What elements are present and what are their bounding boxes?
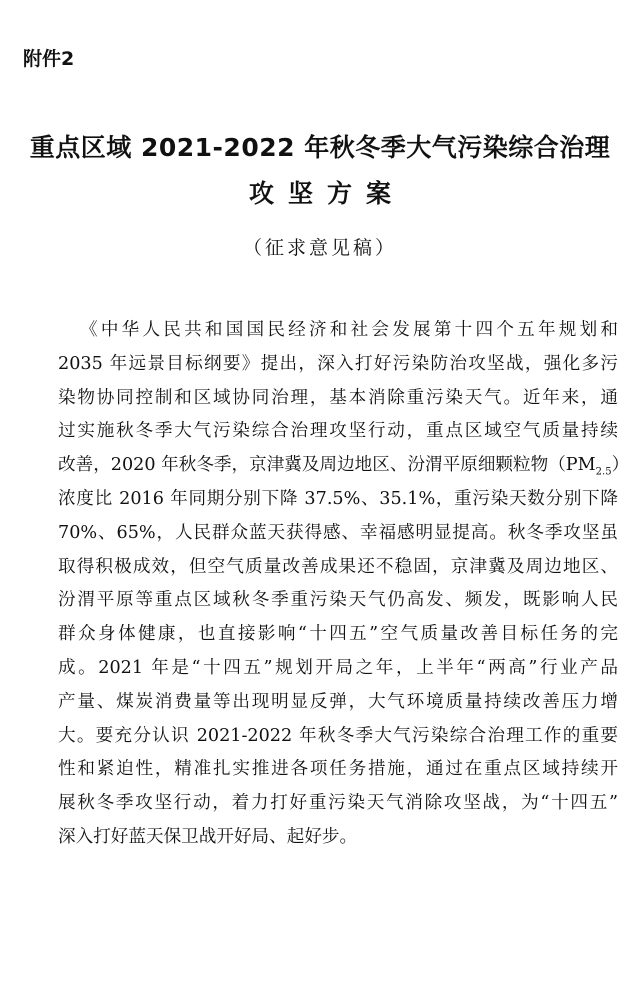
pm-subscript: 2.5 xyxy=(595,466,612,478)
paragraph-line: 2035 年远景目标纲要》提出，深入打好污染防治攻坚战，强化多污 xyxy=(58,353,618,374)
paragraph-line: 汾渭平原等重点区域秋冬季重污染天气仍高发、频发，既影响人民 xyxy=(58,590,618,611)
pm-close-paren: ） xyxy=(611,455,630,476)
document-title-line-1: 重点区域 2021-2022 年秋冬季大气污染综合治理 xyxy=(29,133,611,162)
paragraph-line: 性和紧迫性，精准扎实推进各项任务措施，通过在重点区域持续开 xyxy=(58,759,618,780)
paragraph-line: 过实施秋冬季大气污染综合治理攻坚行动，重点区域空气质量持续 xyxy=(58,421,618,442)
paragraph-line: 成。2021 年是“十四五”规划开局之年，上半年“两高”行业产品 xyxy=(58,657,618,678)
draft-subtitle: （征求意见稿） xyxy=(242,237,397,259)
attachment-label: 附件2 xyxy=(23,48,75,70)
paragraph-line: 浓度比 2016 年同期分别下降 37.5%、35.1%，重污染天数分别下降 xyxy=(58,488,618,509)
paragraph-line: 展秋冬季攻坚行动，着力打好重污染天气消除攻坚战，为“十四五” xyxy=(58,793,618,814)
paragraph-line: 大。要充分认识 2021-2022 年秋冬季大气污染综合治理工作的重要 xyxy=(58,725,618,746)
paragraph-line: 《中华人民共和国国民经济和社会发展第十四个五年规划和 xyxy=(80,320,618,340)
paragraph-line-text: 改善，2020 年秋冬季，京津冀及周边地区、汾渭平原细颗粒物（PM xyxy=(58,455,596,476)
body-paragraph xyxy=(58,314,630,855)
paragraph-line-pm xyxy=(58,449,630,483)
paragraph-line-last: 深入打好蓝天保卫战开好局、起好步。 xyxy=(58,826,358,847)
paragraph-line: 70%、65%，人民群众蓝天获得感、幸福感明显提高。秋冬季攻坚虽 xyxy=(58,522,618,543)
paragraph-line: 群众身体健康，也直接影响“十四五”空气质量改善目标任务的完 xyxy=(58,624,618,645)
document-title-line-2: 攻坚方案 xyxy=(248,179,405,208)
paragraph-line: 取得积极成效，但空气质量改善成果还不稳固，京津冀及周边地区、 xyxy=(58,556,618,577)
paragraph-line: 染物协同控制和区域协同治理，基本消除重污染天气。近年来，通 xyxy=(58,387,618,408)
paragraph-line: 产量、煤炭消费量等出现明显反弹，大气环境质量持续改善压力增 xyxy=(58,691,618,712)
